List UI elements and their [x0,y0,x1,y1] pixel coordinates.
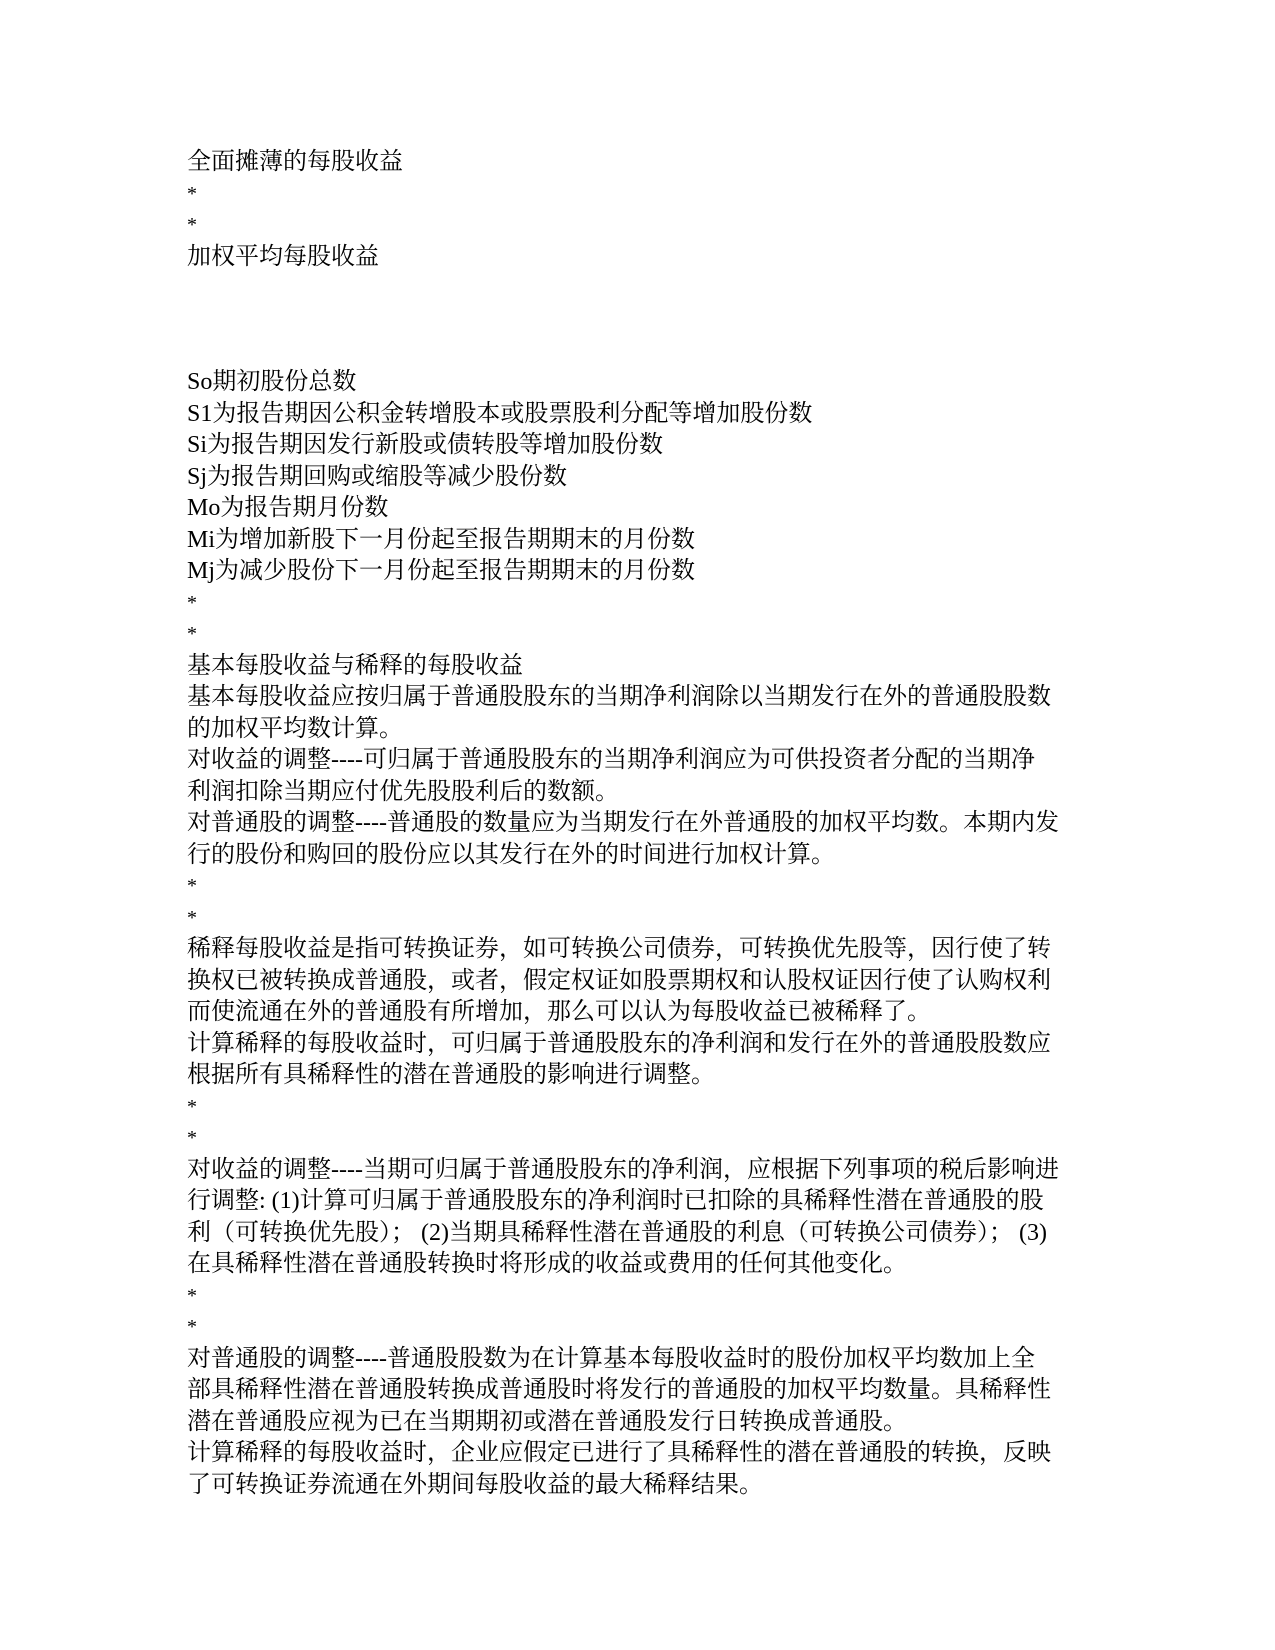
paragraph-line: 稀释每股收益是指可转换证券，如可转换公司债券，可转换优先股等，因行使了转 [187,936,1051,962]
separator-star: * [187,1127,197,1149]
separator-star: * [187,1284,197,1307]
paragraph-line: 行的股份和购回的股份应以其发行在外的时间进行加权计算。 [187,841,835,868]
paragraph-line: 基本每股收益应按归属于普通股股东的当期净利润除以当期发行在外的普通股股数 [187,684,1051,710]
separator-star: * [187,1316,197,1338]
paragraph-line: 根据所有具稀释性的潜在普通股的影响进行调整。 [187,1062,715,1088]
paragraph-line: 利润扣除当期应付优先股股利后的数额。 [187,778,619,805]
paragraph-line: 部具稀释性潜在普通股转换成普通股时将发行的普通股的加权平均数量。具稀释性 [187,1377,1051,1403]
separator-star: * [187,214,197,236]
paragraph-line: 计算稀释的每股收益时，企业应假定已进行了具稀释性的潜在普通股的转换，反映 [187,1440,1051,1466]
paragraph-line: 换权已被转换成普通股，或者，假定权证如股票期权和认股权证因行使了认购权利 [187,967,1051,994]
separator-star: * [187,875,197,897]
definition-line: So期初股份总数 [187,369,357,395]
title-weighted-eps: 加权平均每股收益 [187,243,379,270]
paragraph-line: 了可转换证券流通在外期间每股收益的最大稀释结果。 [187,1471,763,1498]
separator-star: * [187,906,197,929]
separator-star: * [187,1095,197,1118]
separator-star: * [187,591,197,614]
paragraph-line: 的加权平均数计算。 [187,715,403,742]
paragraph-line: 潜在普通股应视为已在当期期初或潜在普通股发行日转换成普通股。 [187,1408,907,1435]
paragraph-line: 对收益的调整----可归属于普通股股东的当期净利润应为可供投资者分配的当期净 [187,747,1035,773]
separator-star: * [187,182,197,205]
definition-line: Si为报告期因发行新股或债转股等增加股份数 [187,432,664,458]
paragraph-line: 计算稀释的每股收益时，可归属于普通股股东的净利润和发行在外的普通股股数应 [187,1030,1051,1057]
section-heading: 基本每股收益与稀释的每股收益 [187,652,523,679]
paragraph-line: 在具稀释性潜在普通股转换时将形成的收益或费用的任何其他变化。 [187,1251,907,1277]
definition-line: Mj为减少股份下一月份起至报告期期末的月份数 [187,558,696,584]
title-diluted-eps: 全面摊薄的每股收益 [187,149,403,175]
definition-line: S1为报告期因公积金转增股本或股票股利分配等增加股份数 [187,400,813,427]
paragraph-line: 对收益的调整----当期可归属于普通股股东的净利润，应根据下列事项的税后影响进 [187,1156,1059,1183]
formula-area-blank [187,273,1087,367]
paragraph-line: 而使流通在外的普通股有所增加，那么可以认为每股收益已被稀释了。 [187,999,931,1025]
paragraph-line: 利（可转换优先股）； (2)当期具稀释性潜在普通股的利息（可转换公司债券）； (3) [187,1219,1047,1246]
paragraph-line: 对普通股的调整----普通股的数量应为当期发行在外普通股的加权平均数。本期内发 [187,810,1059,836]
paragraph-line: 行调整: (1)计算可归属于普通股股东的净利润时已扣除的具稀释性潜在普通股的股 [187,1188,1044,1214]
separator-star: * [187,623,197,645]
paragraph-line: 对普通股的调整----普通股股数为在计算基本每股收益时的股份加权平均数加上全 [187,1345,1035,1372]
document-body [187,147,1087,1501]
definition-line: Mo为报告期月份数 [187,495,389,521]
definition-line: Mi为增加新股下一月份起至报告期期末的月份数 [187,526,696,553]
definition-line: Sj为报告期回购或缩股等减少股份数 [187,463,568,490]
